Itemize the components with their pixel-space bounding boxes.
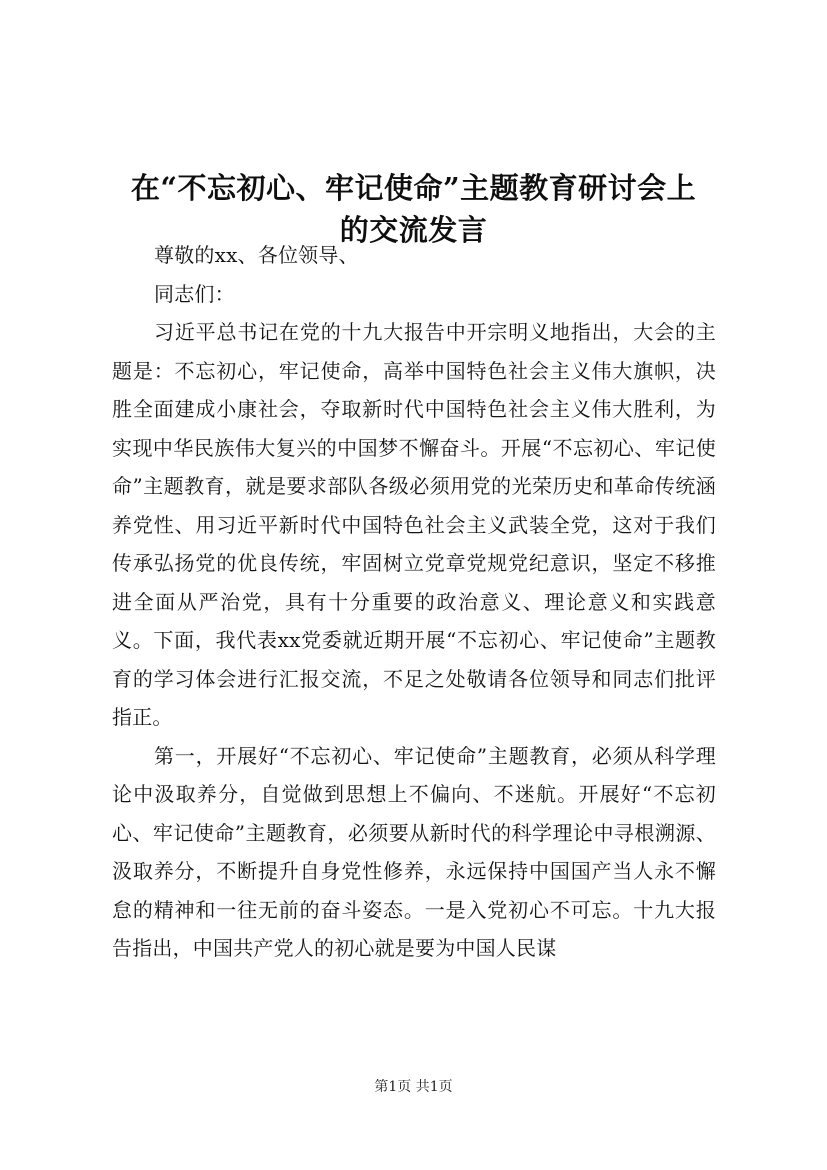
salutation: 尊敬的xx、各位领导、 [154,243,359,267]
body-paragraph-first: 第一，开展好“不忘初心、牢记使命”主题教育，必须从科学理论中汲取养分，自觉做到思想上不偏向、不迷航。开展好“不忘初心、牢记使命”主题教育，必须要从新时代的科学理论中寻根溯源、汲取养分，不断提升自身党性修养，永远保持中国国产当人永不懈怠的精神和一往无前的奋斗姿态。一是入党初心不可忘。十九大报告指出，中国共产党人的初心就是要为中国人民谋 [112,743,716,960]
page-footer: 第1页 共1页 [374,1079,453,1095]
salutation-continued: 同志们： [154,281,235,306]
body-paragraph-intro: 习近平总书记在党的十九大报告中开宗明义地指出，大会的主题是：不忘初心，牢记使命，高举中国特色社会主义伟大旗帜，决胜全面建成小康社会，夺取新时代中国特色社会主义伟大胜利，为实现中华民族伟大复兴的中国梦不懈奋斗。开展“不忘初心、牢记使命”主题教育，就是要求部队各级必须用党的光荣历史和革命传统涵养党性、用习近平新时代中国特色社会主义武装全党，这对于我们传承弘扬党的优良传统，牢固树立党章党规党纪意识，坚定不移推进全面从严治党，具有十分重要的政治意义、理论意义和实践意义。下面，我代表xx党委就近期开展“不忘初心、牢记使命”主题教育的学习体会进行汇报交流，不足之处敬请各位领导和同志们批评指正。 [112,320,716,729]
title-line-2: 的交流发言 [339,213,488,248]
title-line-1: 在“不忘初心、牢记使命”主题教育研讨会上 [130,171,697,206]
document-body [112,236,716,968]
